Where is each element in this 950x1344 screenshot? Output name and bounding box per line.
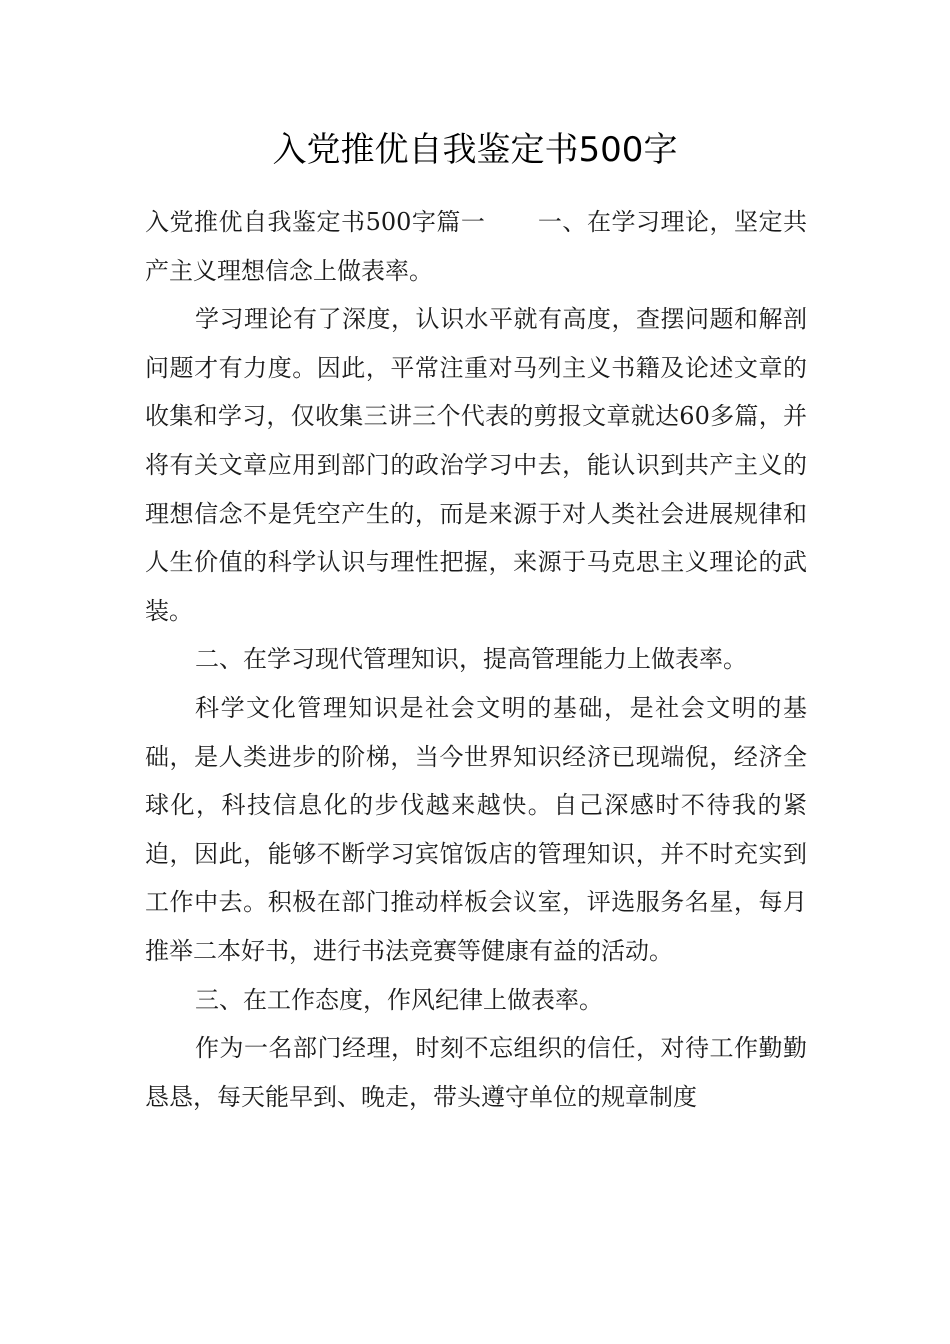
body-paragraph: 作为一名部门经理，时刻不忘组织的信任，对待工作勤勤恳恳，每天能早到、晚走，带头遵守单位的规章制度: [145, 1034, 807, 1111]
intro-text: 一、在学习理论，坚定共产主义理想信念上做表率。: [145, 208, 808, 285]
section-heading: 三、在工作态度，作风纪律上做表率。: [195, 985, 603, 1014]
intro-paragraph: [145, 198, 807, 295]
document-title: 入党推优自我鉴定书500字: [272, 130, 678, 170]
document-body: [145, 198, 807, 1121]
section-heading: 二、在学习现代管理知识，提高管理能力上做表率。: [195, 645, 747, 674]
intro-heading: 入党推优自我鉴定书500字篇一: [145, 208, 486, 236]
body-paragraph: 学习理论有了深度，认识水平就有高度，查摆问题和解剖问题才有力度。因此，平常注重对马列主义书籍及论述文章的收集和学习，仅收集三讲三个代表的剪报文章就达60多篇，并将有关文章应用到部门的政治学习中去，能认识到共产主义的理想信念不是凭空产生的，而是来源于对人类社会进展规律和人生价值的科学认识与理性把握，来源于马克思主义理论的武装。: [145, 305, 807, 625]
body-paragraph: 科学文化管理知识是社会文明的基础，是社会文明的基础，是人类进步的阶梯，当今世界知识经济已现端倪，经济全球化，科技信息化的步伐越来越快。自己深感时不待我的紧迫，因此，能够不断学习宾馆饭店的管理知识，并不时充实到工作中去。积极在部门推动样板会议室，评选服务名星，每月推举二本好书，进行书法竞赛等健康有益的活动。: [145, 693, 807, 965]
